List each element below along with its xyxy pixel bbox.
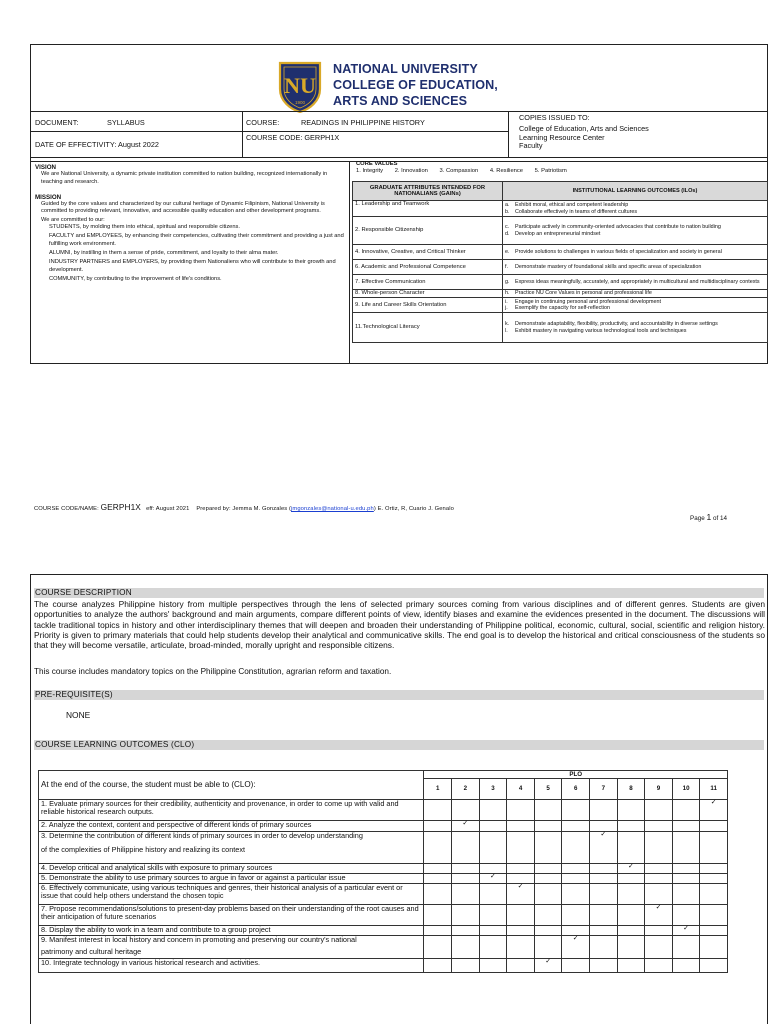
institution-line-2: COLLEGE OF EDUCATION, — [333, 78, 498, 92]
mission-item: COMMUNITY, by contributing to the improvement of life's conditions. — [49, 275, 222, 282]
clo-row — [39, 884, 728, 905]
clo-text: 9. Manifest interest in local history and concern in promoting and preserving our country's national — [41, 935, 357, 944]
clo-header-text: At the end of the course, the student must be able to (CLO): — [39, 771, 424, 800]
prerequisite-value: NONE — [66, 710, 91, 720]
footer-code-label: COURSE CODE/NAME: — [34, 506, 99, 512]
ilo-text: Provide solutions to challenges in various fields of specialization and society in general — [515, 248, 722, 255]
check-icon: ✓ — [462, 820, 469, 827]
plo-mapping-cell — [672, 936, 700, 959]
ga-row — [353, 260, 768, 275]
ga-cell: 6. Academic and Professional Competence — [353, 260, 503, 275]
plo-mapping-cell — [645, 905, 673, 926]
clo-text-cell — [39, 832, 424, 864]
plo-mapping-cell — [562, 926, 590, 936]
footer-code-value: GERPH1X — [100, 502, 141, 512]
ilo-text: Collaborate effectively in teams of different cultures — [515, 208, 638, 215]
ilo-cell: f. Demonstrate mastery of foundational skills and specific areas of specialization — [503, 260, 768, 275]
plo-mapping-cell — [562, 821, 590, 832]
ilo-text: Exhibit mastery in navigating various technological tools and techniques — [515, 327, 687, 334]
plo-mapping-cell — [424, 936, 452, 959]
effectivity-date: DATE OF EFFECTIVITY: August 2022 — [35, 140, 159, 149]
ga-row — [353, 201, 768, 217]
clo-text: 6. Effectively communicate, using various techniques and genres, their historical analysis of a particular event or issue that could help others understand the chosen topic — [41, 883, 403, 901]
plo-mapping-cell — [534, 821, 562, 832]
course-code: COURSE CODE: GERPH1X — [246, 133, 340, 142]
plo-mapping-cell — [617, 832, 645, 864]
plo-mapping-cell — [452, 800, 480, 821]
page-current: 1 — [706, 512, 712, 522]
plo-mapping-cell — [617, 936, 645, 959]
plo-number: 1 — [424, 779, 452, 800]
ilo-text: Engage in continuing personal and professional development — [515, 298, 661, 305]
ilo-text: Practice NU Core Values in personal and professional life — [515, 290, 652, 297]
institution-line-1: NATIONAL UNIVERSITY — [333, 62, 478, 76]
plo-mapping-cell — [700, 884, 728, 905]
course-description-title: COURSE DESCRIPTION — [34, 588, 764, 598]
plo-mapping-cell — [452, 874, 480, 884]
check-icon: ✓ — [517, 883, 524, 890]
plo-mapping-cell — [452, 821, 480, 832]
plo-mapping-cell — [452, 864, 480, 874]
core-values-title: CORE VALUES — [356, 161, 398, 167]
ga-cell: 2. Responsible Citizenship — [353, 217, 503, 245]
footer-email-link[interactable]: jmgonzales@national-u.edu.ph — [291, 506, 374, 512]
plo-mapping-cell — [645, 926, 673, 936]
plo-mapping-cell — [672, 926, 700, 936]
ga-cell: 7. Effective Communication — [353, 275, 503, 290]
ga-row — [353, 217, 768, 245]
plo-number: 4 — [507, 779, 535, 800]
ga-cell: 4. Innovative, Creative, and Critical Thinker — [353, 245, 503, 260]
core-value: 4. Resilience — [489, 168, 524, 174]
plo-mapping-cell — [424, 884, 452, 905]
clo-table-header — [39, 771, 728, 779]
plo-mapping-cell — [562, 936, 590, 959]
plo-mapping-cell — [479, 959, 507, 973]
page-label: Page — [690, 515, 705, 522]
clo-text-cell — [39, 959, 424, 973]
plo-mapping-cell — [479, 936, 507, 959]
plo-mapping-cell — [672, 884, 700, 905]
document-label: DOCUMENT: — [35, 118, 79, 127]
ilo-cell: k. Demonstrate adaptability, flexibility, productivity, and accountability in diverse settings l. Exhibit mastery in navigating various technological tools and techniques — [503, 313, 768, 343]
copies-label: COPIES ISSUED TO: — [519, 113, 590, 122]
plo-mapping-cell — [507, 959, 535, 973]
plo-mapping-cell — [534, 800, 562, 821]
plo-mapping-cell — [507, 832, 535, 864]
ilo-cell: c. Participate actively in community-oriented advocacies that contribute to nation building d. Develop an entrepreneurial mindset — [503, 217, 768, 245]
clo-text: 4. Develop critical and analytical skills with exposure to primary sources — [41, 863, 273, 872]
plo-number: 3 — [479, 779, 507, 800]
clo-text-cell — [39, 874, 424, 884]
plo-mapping-cell — [507, 884, 535, 905]
plo-mapping-cell — [562, 800, 590, 821]
plo-mapping-cell — [700, 959, 728, 973]
ga-row — [353, 290, 768, 298]
plo-mapping-cell — [645, 832, 673, 864]
plo-mapping-cell — [645, 800, 673, 821]
vision-text: We are National University, a dynamic private institution committed to nation building, recognized internationally in teaching and research. — [41, 171, 328, 185]
plo-mapping-cell — [424, 800, 452, 821]
plo-mapping-cell — [562, 905, 590, 926]
plo-mapping-cell — [672, 832, 700, 864]
plo-mapping-cell — [617, 864, 645, 874]
institution-line-3: ARTS AND SCIENCES — [333, 94, 468, 108]
ilo-text: Develop an entrepreneurial mindset — [515, 230, 601, 237]
plo-number: 7 — [590, 779, 618, 800]
syllabus-page-1 — [30, 44, 768, 364]
check-icon: ✓ — [572, 935, 579, 942]
plo-mapping-cell — [562, 884, 590, 905]
clo-row — [39, 864, 728, 874]
svg-text:NU: NU — [284, 73, 316, 98]
ilo-column-header: INSTITUTIONAL LEARNING OUTCOMES (ILOs) — [503, 182, 768, 201]
plo-mapping-cell — [507, 821, 535, 832]
plo-mapping-cell — [645, 884, 673, 905]
clo-text: 8. Display the ability to work in a team and contribute to a group project — [41, 925, 271, 934]
ilo-cell: h. Practice NU Core Values in personal and professional life — [503, 290, 768, 298]
core-value: 1. Integrity — [356, 168, 384, 174]
clo-row — [39, 959, 728, 973]
plo-mapping-cell — [507, 905, 535, 926]
plo-mapping-cell — [562, 959, 590, 973]
clo-row — [39, 800, 728, 821]
core-value: 5. Patriotism — [534, 168, 567, 174]
plo-mapping-cell — [590, 800, 618, 821]
plo-mapping-cell — [590, 936, 618, 959]
plo-mapping-cell — [590, 959, 618, 973]
course-value: READINGS IN PHILIPPINE HISTORY — [301, 118, 425, 127]
core-values-list — [356, 168, 768, 175]
plo-number: 6 — [562, 779, 590, 800]
plo-mapping-cell — [645, 864, 673, 874]
clo-text-continued: of the complexities of Philippine history and realizing its context — [41, 845, 246, 855]
plo-mapping-cell — [479, 821, 507, 832]
clo-text: 2. Analyze the context, content and perspective of different kinds of primary sources — [41, 820, 312, 829]
clo-text: 1. Evaluate primary sources for their credibility, authenticity and provenance, in order to come up with valid and reliable historical research outputs. — [41, 799, 399, 817]
plo-mapping-cell — [562, 874, 590, 884]
plo-mapping-cell — [672, 821, 700, 832]
ga-row — [353, 298, 768, 313]
clo-rows — [39, 800, 728, 973]
plo-mapping-cell — [507, 926, 535, 936]
check-icon: ✓ — [600, 831, 607, 838]
plo-mapping-cell — [452, 926, 480, 936]
ga-cell: 11.Technological Literacy — [353, 313, 503, 343]
plo-mapping-cell — [507, 800, 535, 821]
plo-mapping-cell — [672, 864, 700, 874]
plo-mapping-cell — [700, 905, 728, 926]
clo-text-cell — [39, 926, 424, 936]
plo-mapping-cell — [645, 874, 673, 884]
plo-mapping-cell — [672, 874, 700, 884]
ilo-text: Express ideas meaningfully, accurately, and appropriately in multicultural and multidisciplinary contexts — [515, 278, 760, 285]
nu-seal-icon — [276, 59, 324, 113]
clo-text-continued: patrimony and cultural heritage — [41, 947, 142, 957]
plo-mapping-cell — [534, 832, 562, 864]
graduate-attributes-table — [352, 181, 768, 343]
plo-mapping-cell — [424, 926, 452, 936]
course-description-text: The course analyzes Philippine history from multiple perspectives through the lens of selected primary sources coming from various disciplines and of different genres. Students are given opportunities to analyze the authors' background and main arguments, compare different points of view, identify biases and examine the evidences presented in the document. The discussions will tackle traditional topics in history and other interdisciplinary themes that will deepen and broaden their understanding of Philippine political, economic, cultural, social, scientific and religion history. Priority is given to primary materials that could help students develop their analytical and communicative skills. The end goal is to develop the historical and critical consciousness of the students so that they will become versatile, articulate, broad-minded, morally upright and responsible citizens. — [34, 599, 765, 651]
clo-text: 10. Integrate technology in various historical research and activities. — [41, 958, 261, 967]
plo-number: 11 — [700, 779, 728, 800]
plo-mapping-cell — [507, 936, 535, 959]
plo-mapping-cell — [617, 959, 645, 973]
plo-mapping-cell — [562, 864, 590, 874]
course-label: COURSE: — [246, 118, 280, 127]
clo-text: 3. Determine the contribution of different kinds of primary sources in order to develop understanding — [41, 831, 363, 840]
plo-mapping-cell — [507, 864, 535, 874]
plo-mapping-cell — [479, 832, 507, 864]
ilo-cell: i. Engage in continuing personal and professional development j. Exemplify the capacity for self-reflection — [503, 298, 768, 313]
prerequisite-title: PRE-REQUISITE(S) — [34, 690, 764, 700]
clo-row — [39, 926, 728, 936]
ilo-text: Participate actively in community-oriented advocacies that contribute to nation building — [515, 224, 721, 231]
plo-mapping-cell — [452, 884, 480, 905]
ga-column-header: GRADUATE ATTRIBUTES INTENDED FOR NATIONALIANS (GAINs) — [353, 182, 503, 201]
vision-title: VISION — [35, 164, 56, 171]
course-mandatory-topics: This course includes mandatory topics on the Philippine Constitution, agrarian reform and taxation. — [34, 667, 392, 676]
clo-text-cell — [39, 884, 424, 905]
institution-name — [333, 61, 498, 109]
plo-mapping-cell — [700, 874, 728, 884]
mission-committed: We are committed to our: — [41, 216, 105, 223]
footer-others: ) E. Ortiz, R, Cuario J. Genalo — [373, 506, 454, 512]
plo-mapping-cell — [700, 821, 728, 832]
plo-mapping-cell — [645, 821, 673, 832]
core-value: 2. Innovation — [394, 168, 428, 174]
plo-mapping-cell — [617, 905, 645, 926]
plo-mapping-cell — [700, 936, 728, 959]
plo-header: PLO — [424, 771, 728, 779]
plo-mapping-cell — [507, 874, 535, 884]
plo-mapping-cell — [590, 905, 618, 926]
check-icon: ✓ — [545, 958, 552, 965]
plo-mapping-cell — [424, 832, 452, 864]
mission-intro: Guided by the core values and characterized by our cultural heritage of Dynamic Filipinism, National University is committed to providing relevant, innovative, and accessible quality education and other development programs. — [41, 201, 325, 215]
core-value: 3. Compassion — [439, 168, 479, 174]
plo-mapping-cell — [590, 832, 618, 864]
copies-item: College of Education, Arts and Sciences — [519, 124, 649, 133]
mission-title: MISSION — [35, 193, 62, 201]
clo-text-cell — [39, 821, 424, 832]
seal-year: 1900 — [294, 100, 306, 105]
plo-mapping-cell — [534, 936, 562, 959]
plo-mapping-cell — [479, 864, 507, 874]
clo-text-cell — [39, 905, 424, 926]
plo-mapping-cell — [590, 821, 618, 832]
plo-mapping-cell — [562, 832, 590, 864]
vision-mission-column — [35, 163, 347, 283]
copies-item: Faculty — [519, 141, 543, 150]
plo-mapping-cell — [534, 905, 562, 926]
plo-mapping-cell — [590, 864, 618, 874]
plo-mapping-cell — [424, 874, 452, 884]
clo-row — [39, 832, 728, 864]
plo-mapping-cell — [700, 832, 728, 864]
check-icon: ✓ — [627, 863, 634, 870]
plo-mapping-cell — [452, 905, 480, 926]
copies-list — [519, 125, 649, 151]
plo-mapping-cell — [700, 800, 728, 821]
mission-item: FACULTY and EMPLOYEES, by enhancing their competencies, cultivating their commitment and providing a just and fulfilling work environment. — [49, 233, 344, 247]
plo-mapping-cell — [590, 884, 618, 905]
page-footer — [34, 502, 454, 512]
plo-mapping-cell — [424, 905, 452, 926]
plo-number: 5 — [534, 779, 562, 800]
plo-mapping-cell — [534, 874, 562, 884]
ilo-text: Exhibit moral, ethical and competent leadership — [515, 202, 629, 209]
ga-cell: 1. Leadership and Teamwork — [353, 201, 503, 217]
plo-mapping-cell — [617, 821, 645, 832]
ga-row — [353, 313, 768, 343]
page-number — [690, 512, 727, 522]
clo-text: 5. Demonstrate the ability to use primary sources to argue in favor or against a particular issue — [41, 873, 346, 882]
check-icon: ✓ — [490, 873, 496, 880]
plo-mapping-cell — [617, 926, 645, 936]
ilo-text: Demonstrate adaptability, flexibility, productivity, and accountability in diverse settings — [515, 321, 718, 328]
plo-mapping-cell — [672, 800, 700, 821]
plo-mapping-cell — [534, 959, 562, 973]
plo-mapping-cell — [700, 864, 728, 874]
check-icon: ✓ — [655, 904, 662, 911]
mission-item: STUDENTS, by molding them into ethical, spiritual and responsible citizens. — [49, 224, 240, 231]
clo-row — [39, 821, 728, 832]
page-total: of 14 — [712, 515, 727, 522]
plo-mapping-cell — [672, 905, 700, 926]
plo-mapping-cell — [452, 832, 480, 864]
clo-text-cell — [39, 864, 424, 874]
plo-mapping-cell — [590, 874, 618, 884]
plo-mapping-cell — [479, 905, 507, 926]
clo-text: 7. Propose recommendations/solutions to present-day problems based on their understanding of the root causes and their anticipation of future scenarios — [41, 904, 419, 922]
plo-mapping-cell — [645, 959, 673, 973]
plo-number: 9 — [645, 779, 673, 800]
ga-row — [353, 275, 768, 290]
plo-mapping-cell — [617, 800, 645, 821]
clo-row — [39, 874, 728, 884]
ilo-cell: a. Exhibit moral, ethical and competent leadership b. Collaborate effectively in teams of different cultures — [503, 201, 768, 217]
plo-mapping-cell — [452, 936, 480, 959]
check-icon: ✓ — [710, 799, 717, 806]
ilo-text: Exemplify the capacity for self-reflection — [515, 305, 610, 311]
plo-mapping-cell — [590, 926, 618, 936]
plo-mapping-cell — [534, 926, 562, 936]
mission-item: ALUMNI, by instilling in them a sense of pride, commitment, and loyalty to their alma mater. — [49, 249, 279, 256]
plo-number: 2 — [452, 779, 480, 800]
ilo-cell: e. Provide solutions to challenges in various fields of specialization and society in general — [503, 245, 768, 260]
plo-mapping-cell — [479, 874, 507, 884]
plo-mapping-cell — [534, 884, 562, 905]
clo-row — [39, 905, 728, 926]
institution-logo-block — [276, 59, 516, 115]
clo-table — [38, 770, 728, 973]
ga-cell: 9. Life and Career Skills Orientation — [353, 298, 503, 313]
plo-number: 10 — [672, 779, 700, 800]
ga-row — [353, 245, 768, 260]
clo-text-cell — [39, 800, 424, 821]
plo-mapping-cell — [424, 821, 452, 832]
clo-title: COURSE LEARNING OUTCOMES (CLO) — [34, 740, 764, 750]
ilo-cell: g. Express ideas meaningfully, accurately, and appropriately in multicultural and multidisciplinary contexts — [503, 275, 768, 290]
plo-mapping-cell — [700, 926, 728, 936]
clo-text-cell — [39, 936, 424, 959]
mission-item: INDUSTRY PARTNERS and EMPLOYERS, by providing them Nationaliens who will contribute to their growth and development. — [49, 259, 336, 273]
plo-mapping-cell — [452, 959, 480, 973]
plo-mapping-cell — [617, 884, 645, 905]
document-value: SYLLABUS — [107, 118, 145, 127]
core-values — [356, 161, 768, 175]
ilo-text: Demonstrate mastery of foundational skills and specific areas of specialization — [515, 263, 702, 270]
check-icon: ✓ — [683, 925, 690, 932]
plo-mapping-cell — [645, 936, 673, 959]
plo-mapping-cell — [424, 864, 452, 874]
ga-cell: 8. Whole-person Character — [353, 290, 503, 298]
footer-effectivity: eff: August 2021 — [146, 506, 190, 512]
plo-mapping-cell — [534, 864, 562, 874]
clo-row — [39, 936, 728, 959]
plo-mapping-cell — [479, 800, 507, 821]
plo-mapping-cell — [424, 959, 452, 973]
plo-number: 8 — [617, 779, 645, 800]
plo-mapping-cell — [479, 884, 507, 905]
footer-prepared: Prepared by: Jemma M. Gonzales ( — [196, 506, 292, 512]
ga-table-header — [353, 182, 768, 201]
plo-mapping-cell — [672, 959, 700, 973]
plo-mapping-cell — [479, 926, 507, 936]
copies-item: Learning Resource Center — [519, 132, 605, 142]
plo-mapping-cell — [617, 874, 645, 884]
